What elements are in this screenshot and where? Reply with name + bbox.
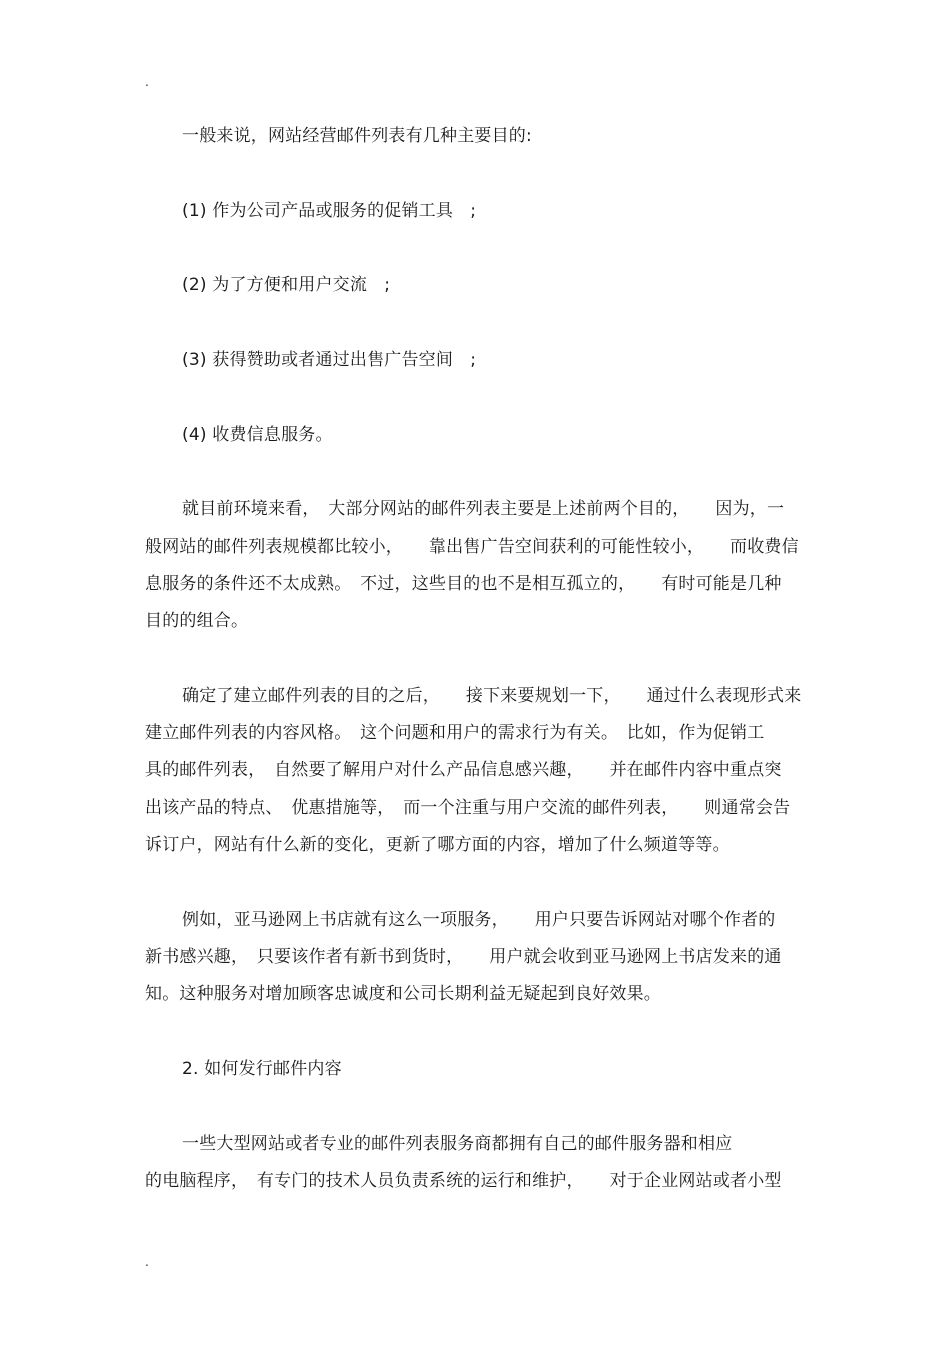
paragraph-line: 诉订户，网站有什么新的变化，更新了哪方面的内容，增加了什么频道等等。	[145, 835, 730, 855]
paragraph-line: 般网站的邮件列表规模都比较小， 靠出售广告空间获利的可能性较小， 而收费信	[145, 537, 799, 557]
paragraph-line: 新书感兴趣， 只要该作者有新书到货时， 用户就会收到亚马逊网上书店发来的通	[145, 947, 782, 967]
paragraph-line: 知。这种服务对增加顾客忠诚度和公司长期利益无疑起到良好效果。	[145, 984, 661, 1004]
paragraph-line: 出该产品的特点、 优惠措施等， 而一个注重与用户交流的邮件列表， 则通常会告	[145, 798, 791, 818]
paragraph-line: 确定了建立邮件列表的目的之后， 接下来要规划一下， 通过什么表现形式来	[182, 686, 802, 706]
paragraph-line: 目的的组合。	[145, 611, 249, 631]
purpose-item-3: (3) 获得赞助或者通过出售广告空间 ;	[182, 350, 477, 370]
page-bottom-mark: .	[145, 1255, 149, 1269]
purpose-item-2: (2) 为了方便和用户交流 ;	[182, 275, 391, 295]
page-top-mark: .	[145, 75, 149, 89]
section-heading: 2. 如何发行邮件内容	[182, 1059, 342, 1079]
paragraph-line: 建立邮件列表的内容风格。 这个问题和用户的需求行为有关。 比如，作为促销工	[145, 723, 765, 743]
paragraph-line: 例如，亚马逊网上书店就有这么一项服务， 用户只要告诉网站对哪个作者的	[182, 910, 776, 930]
paragraph-line: 具的邮件列表， 自然要了解用户对什么产品信息感兴趣， 并在邮件内容中重点突	[145, 760, 782, 780]
paragraph-line: 一些大型网站或者专业的邮件列表服务商都拥有自己的邮件服务器和相应	[182, 1134, 733, 1154]
purpose-item-4: (4) 收费信息服务。	[182, 425, 333, 445]
purpose-item-1: (1) 作为公司产品或服务的促销工具 ;	[182, 201, 477, 221]
paragraph-line: 就目前环境来看， 大部分网站的邮件列表主要是上述前两个目的， 因为，一	[182, 499, 785, 519]
intro-text: 一般来说，网站经营邮件列表有几种主要目的:	[182, 126, 532, 146]
paragraph-line: 的电脑程序， 有专门的技术人员负责系统的运行和维护， 对于企业网站或者小型	[145, 1171, 782, 1191]
paragraph-line: 息服务的条件还不太成熟。 不过，这些目的也不是相互孤立的， 有时可能是几种	[145, 574, 782, 594]
